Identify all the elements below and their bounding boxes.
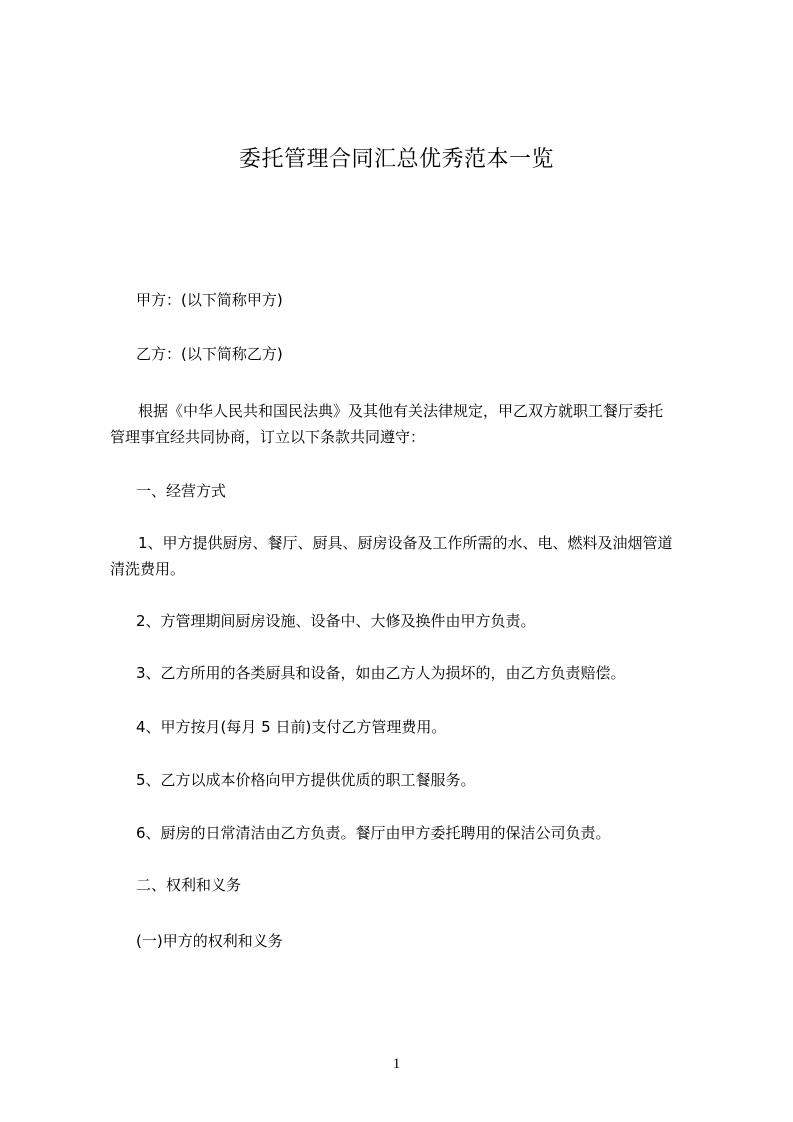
page-number: 1 (392, 1056, 401, 1072)
party-a-line: 甲方：(以下简称甲方) (136, 291, 283, 309)
clause-5: 5、乙方以成本价格向甲方提供优质的职工餐服务。 (136, 771, 476, 789)
preamble-line-2: 管理事宜经共同协商，订立以下条款共同遵守： (110, 428, 426, 446)
clause-3: 3、乙方所用的各类厨具和设备，如由乙方人为损坏的，由乙方负责赔偿。 (136, 664, 626, 682)
section-1-heading: 一、经营方式 (136, 482, 227, 500)
preamble-line-1: 根据《中华人民共和国民法典》及其他有关法律规定，甲乙双方就职工餐厅委托 (138, 402, 664, 420)
subsection-1-heading: (一)甲方的权利和义务 (136, 932, 283, 950)
clause-1-line-2: 清洗费用。 (110, 560, 186, 578)
clause-2: 2、方管理期间厨房设施、设备中、大修及换件由甲方负责。 (136, 612, 536, 630)
document-title: 委托管理合同汇总优秀范本一览 (238, 147, 554, 172)
clause-4: 4、甲方按月(每月 5 日前)支付乙方管理费用。 (136, 718, 447, 736)
clause-1-line-1: 1、甲方提供厨房、餐厅、厨具、厨房设备及工作所需的水、电、燃料及油烟管道 (138, 534, 673, 552)
party-b-line: 乙方：(以下简称乙方) (136, 345, 283, 363)
section-2-heading: 二、权利和义务 (136, 876, 242, 894)
clause-6: 6、厨房的日常清洁由乙方负责。餐厅由甲方委托聘用的保洁公司负责。 (136, 824, 611, 842)
